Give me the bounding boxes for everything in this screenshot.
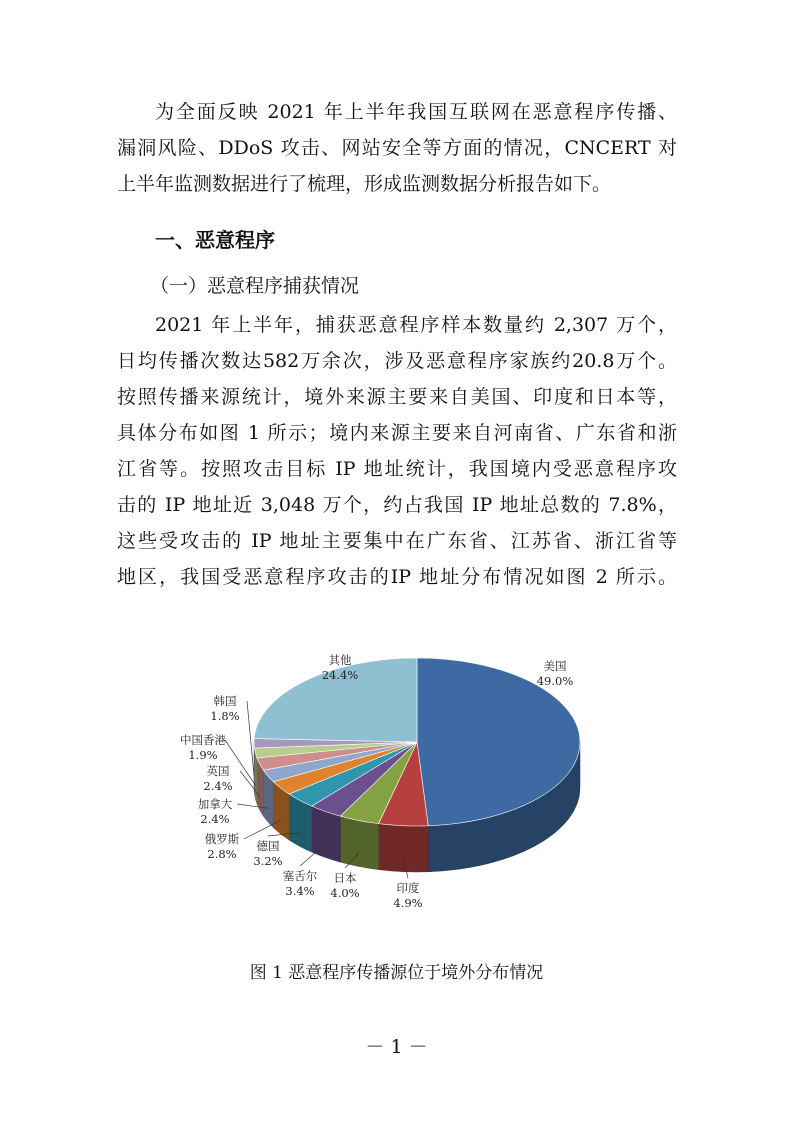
- intro-line: 漏洞风险、DDoS 攻击、网站安全等方面的情况，CNCERT 对: [117, 137, 677, 159]
- body-line: 江省等。按照攻击目标 IP 地址统计，我国境内受恶意程序攻: [117, 458, 677, 480]
- figure-caption: 图 1 恶意程序传播源位于境外分布情况: [249, 963, 544, 983]
- pie-slice-side: [379, 824, 429, 872]
- pie-slice-label: 塞舌尔 3.4%: [282, 869, 318, 898]
- pie-slice-label: 加拿大 2.4%: [197, 797, 233, 826]
- pie-leader-line: [247, 701, 254, 776]
- pie-slice-label: 德国 3.2%: [253, 839, 283, 868]
- body-line: 地区，我国受恶意程序攻击的IP 地址分布情况如图 2 所示。: [117, 566, 677, 588]
- body-line: 日均传播次数达582万余次，涉及恶意程序家族约20.8万个。: [117, 350, 677, 372]
- pie-slice-label: 韩国 1.8%: [210, 694, 240, 723]
- body-line: 这些受攻击的 IP 地址主要集中在广东省、江苏省、浙江省等: [117, 530, 677, 552]
- pie-slice-label: 中国香港 1.9%: [180, 733, 226, 762]
- intro-paragraph: [117, 94, 677, 202]
- body-line: 击的 IP 地址近 3,048 万个，约占我国 IP 地址总数的 7.8%，: [117, 494, 677, 516]
- pie-slice-label: 俄罗斯 2.8%: [204, 832, 240, 861]
- pie-slice-label: 英国 2.4%: [203, 764, 233, 793]
- body-paragraph: [117, 307, 677, 595]
- subsection-heading: （一）恶意程序捕获情况: [150, 275, 360, 297]
- intro-line: 上半年监测数据进行了梳理，形成监测数据分析报告如下。: [117, 173, 612, 195]
- body-line: 按照传播来源统计，境外来源主要来自美国、印度和日本等，: [117, 386, 677, 408]
- pie-chart: [160, 650, 640, 920]
- pie-slice-label: 日本 4.0%: [330, 871, 360, 900]
- section-heading: 一、恶意程序: [155, 228, 275, 252]
- body-line: 具体分布如图 1 所示；境内来源主要来自河南省、广东省和浙: [117, 422, 677, 444]
- pie-slice-side: [340, 816, 378, 869]
- page-number: － 1 －: [365, 1036, 428, 1058]
- pie-slice-label: 印度 4.9%: [393, 881, 423, 910]
- body-line: 2021 年上半年，捕获恶意程序样本数量约 2,307 万个，: [155, 314, 677, 336]
- intro-line: 为全面反映 2021 年上半年我国互联网在恶意程序传播、: [155, 101, 677, 123]
- pie-slice-label: 美国 49.0%: [536, 659, 574, 688]
- pie-slice-label: 其他 24.4%: [321, 653, 359, 682]
